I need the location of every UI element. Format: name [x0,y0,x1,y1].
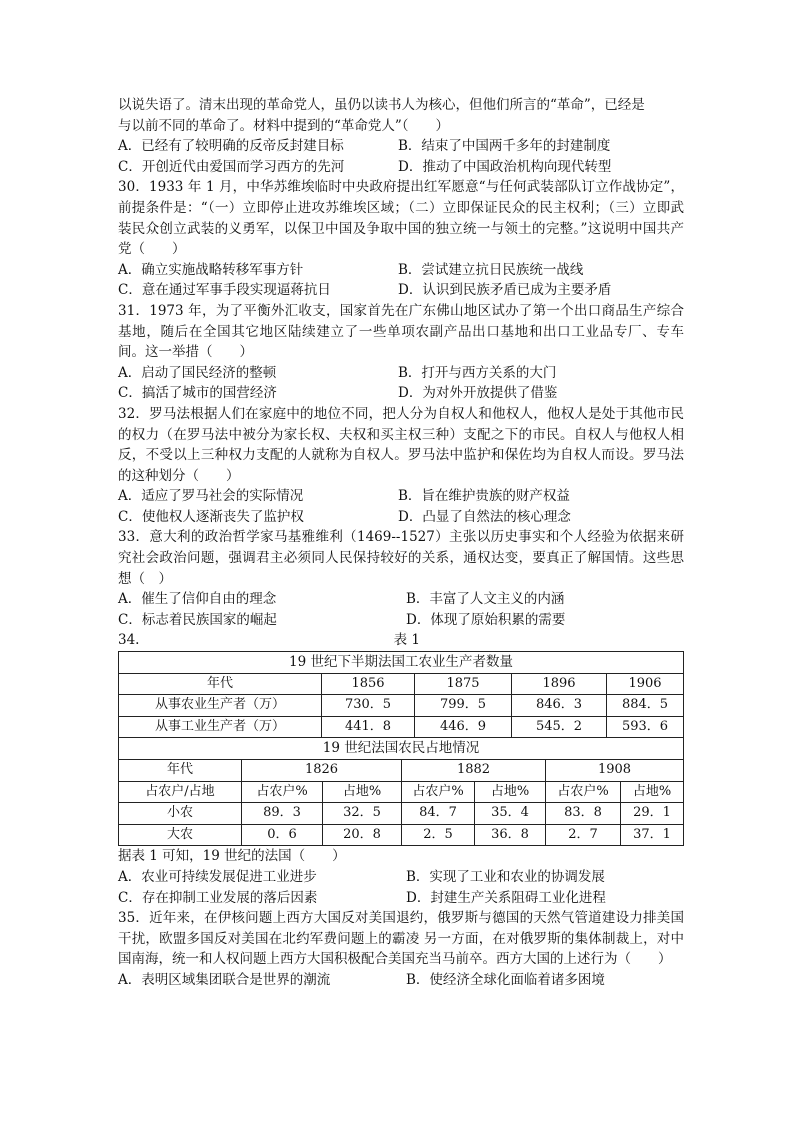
table2-year: 1908 [546,760,684,782]
table2-year: 1826 [242,760,402,782]
table2-sub-header: 占地% [475,781,546,803]
q35-stem: 35．近年来，在伊核问题上西方大国反对美国退约，俄罗斯与德国的天然气管道建设力排美国干扰，欧盟多国反对美国在北约军费问题上的霸凌 另一方面，在对俄罗斯的集体制裁上，对中国南海，统一和人权问题上西方大国积极配合美国充当马前卒。西方大国的上述行为（ ） [118,910,684,968]
table2-years-label: 年代 [119,760,242,782]
q30-options [118,260,684,301]
q35-option-b[interactable]: B．使经济全球化面临着诸多困境 [406,971,605,988]
table2-cell: 35．4 [475,803,546,825]
q33-option-a[interactable]: A．催生了信仰自由的理念 [118,591,277,608]
table-row [119,803,684,825]
q29-option-d[interactable]: D．推动了中国政治机构向现代转型 [398,158,612,175]
q30-option-a[interactable]: A．确立实施战略转移军事方针 [118,261,304,278]
table-land [118,738,684,846]
table1-cell: 799．5 [415,695,512,717]
table1-header-cell: 1875 [415,673,512,695]
table2-cell: 83．8 [546,803,621,825]
table2-cell: 2．5 [402,824,475,846]
table2-cell: 小农 [119,803,242,825]
table1-cell: 从事农业生产者（万） [119,695,322,717]
q33-option-d[interactable]: D．体现了原始积累的需要 [406,611,566,628]
q35-option-a[interactable]: A．表明区域集团联合是世界的潮流 [118,971,331,988]
table1-header-cell: 1896 [512,673,607,695]
q29-option-c[interactable]: C．开创近代由爱国而学习西方的先河 [118,158,345,175]
table1-cell: 884．5 [607,695,684,717]
q32-option-a[interactable]: A．适应了罗马社会的实际情况 [118,488,304,505]
q35-options [118,970,684,991]
table2-cell: 大农 [119,824,242,846]
intro-line-2: 与以前不同的革命了。材料中提到的“革命党人”（ ） [118,117,450,134]
table2-sub-header: 占地% [621,781,684,803]
table1-title: 19 世纪下半期法国工农业生产者数量 [119,652,684,674]
table1-header-cell: 1906 [607,673,684,695]
table1-cell: 545．2 [512,716,607,738]
table1-cell: 846．3 [512,695,607,717]
q33-option-c[interactable]: C．标志着民族国家的崛起 [118,611,277,628]
table1-cell: 593．6 [607,716,684,738]
q31-option-b[interactable]: B．打开与西方关系的大门 [398,364,557,381]
q33-stem: 33．意大利的政治哲学家马基雅维利（1469--1527）主张以历史事实和个人经验为依据来研究社会政治问题，强调君主必须同人民保持较好的关系，通权达变，要真正了解国情。这些思想（ ） [118,529,684,587]
q30-option-d[interactable]: D．认识到民族矛盾已成为主要矛盾 [398,282,612,299]
table1-header-cell: 年代 [119,673,322,695]
q32-options [118,486,684,527]
table2-sub-header: 占农户% [242,781,323,803]
q30-stem: 30．1933 年 1 月，中华苏维埃临时中央政府提出红军愿意“与任何武装部队订立作战协定”，前提条件是：“（一）立即停止进攻苏维埃区域；（二）立即保证民众的民主权利；（三）立即武装民众创立武装的义勇军，以保卫中国及争取中国的独立统一与领土的完整。”这说明中国共产党（ ） [118,179,684,258]
table1-cell: 441．8 [322,716,415,738]
table-label: 表 1 [393,632,420,649]
table2-sub-header: 占农户% [546,781,621,803]
table2-year: 1882 [402,760,546,782]
q32-option-b[interactable]: B．旨在维护贵族的财产权益 [398,488,570,505]
table2-cell: 37．1 [621,824,684,846]
table-row [119,695,684,717]
table2-cell: 36．8 [475,824,546,846]
q30-option-b[interactable]: B．尝试建立抗日民族统一战线 [398,261,584,278]
table1-cell: 446．9 [415,716,512,738]
q31-option-d[interactable]: D．为对外开放提供了借鉴 [398,385,558,402]
q31-stem: 31．1973 年，为了平衡外汇收支，国家首先在广东佛山地区试办了第一个出口商品生产综合基地，随后在全国其它地区陆续建立了一些单项农副产品出口基地和出口工业品专厂、专车间。这一举措（ ） [118,302,684,361]
table1-cell: 730．5 [322,695,415,717]
table2-cell: 89．3 [242,803,323,825]
table2-cell: 2．7 [546,824,621,846]
q31-options [118,363,684,404]
q31-option-a[interactable]: A．启动了国民经济的整顿 [118,364,277,381]
q31-option-c[interactable]: C．搞活了城市的国营经济 [118,385,277,402]
q29-option-a[interactable]: A．已经有了较明确的反帝反封建目标 [118,138,344,155]
q34-option-d[interactable]: D．封建生产关系阻碍工业化进程 [406,889,606,906]
table2-cell: 20．8 [323,824,402,846]
table2-sub-header: 占农户% [402,781,475,803]
table-producers [118,651,684,738]
table2-title: 19 世纪法国农民占地情况 [119,738,684,759]
q34-options [118,867,684,908]
table1-cell: 从事工业生产者（万） [119,716,322,738]
table2-cell: 0．6 [242,824,323,846]
q34-option-c[interactable]: C．存在抑制工业发展的落后因素 [118,889,318,906]
table-row [119,716,684,738]
q34-stem: 据表 1 可知，19 世纪的法国（ ） [118,848,346,865]
exam-page [118,95,684,991]
table2-cell: 84．7 [402,803,475,825]
q32-option-c[interactable]: C．使他权人逐渐丧失了监护权 [118,508,304,525]
q33-option-b[interactable]: B．丰富了人文主义的内涵 [406,591,565,608]
q30-option-c[interactable]: C．意在通过军事手段实现逼蒋抗日 [118,282,331,299]
q34-number: 34. [118,632,140,649]
q34-option-a[interactable]: A．农业可持续发展促进工业进步 [118,868,317,885]
table1-header-cell: 1856 [322,673,415,695]
q34-option-b[interactable]: B．实现了工业和农业的协调发展 [406,868,605,885]
table2-cell: 29．1 [621,803,684,825]
table2-cell: 32．5 [323,803,402,825]
q32-stem: 32．罗马法根据人们在家庭中的地位不同，把人分为自权人和他权人，他权人是处于其他市民的权力（在罗马法中被分为家长权、夫权和买主权三种）支配之下的市民。自权人与他权人相反，不受以上三种权力支配的人就称为自权人。罗马法中监护和保佐均为自权人而设。罗马法的这种划分（ ） [118,405,684,484]
q29-option-b[interactable]: B．结束了中国两千多年的封建制度 [398,138,611,155]
q29-options [118,136,684,177]
q33-options [118,589,684,630]
q32-option-d[interactable]: D．凸显了自然法的核心理念 [398,508,571,525]
q34-heading [118,630,684,651]
table2-sub-label: 占农户/占地 [119,781,242,803]
table-row [119,824,684,846]
intro-line-1: 以说失语了。清末出现的革命党人，虽仍以读书人为核心，但他们所言的“革命”，已经是 [118,97,645,113]
table2-sub-header: 占地% [323,781,402,803]
